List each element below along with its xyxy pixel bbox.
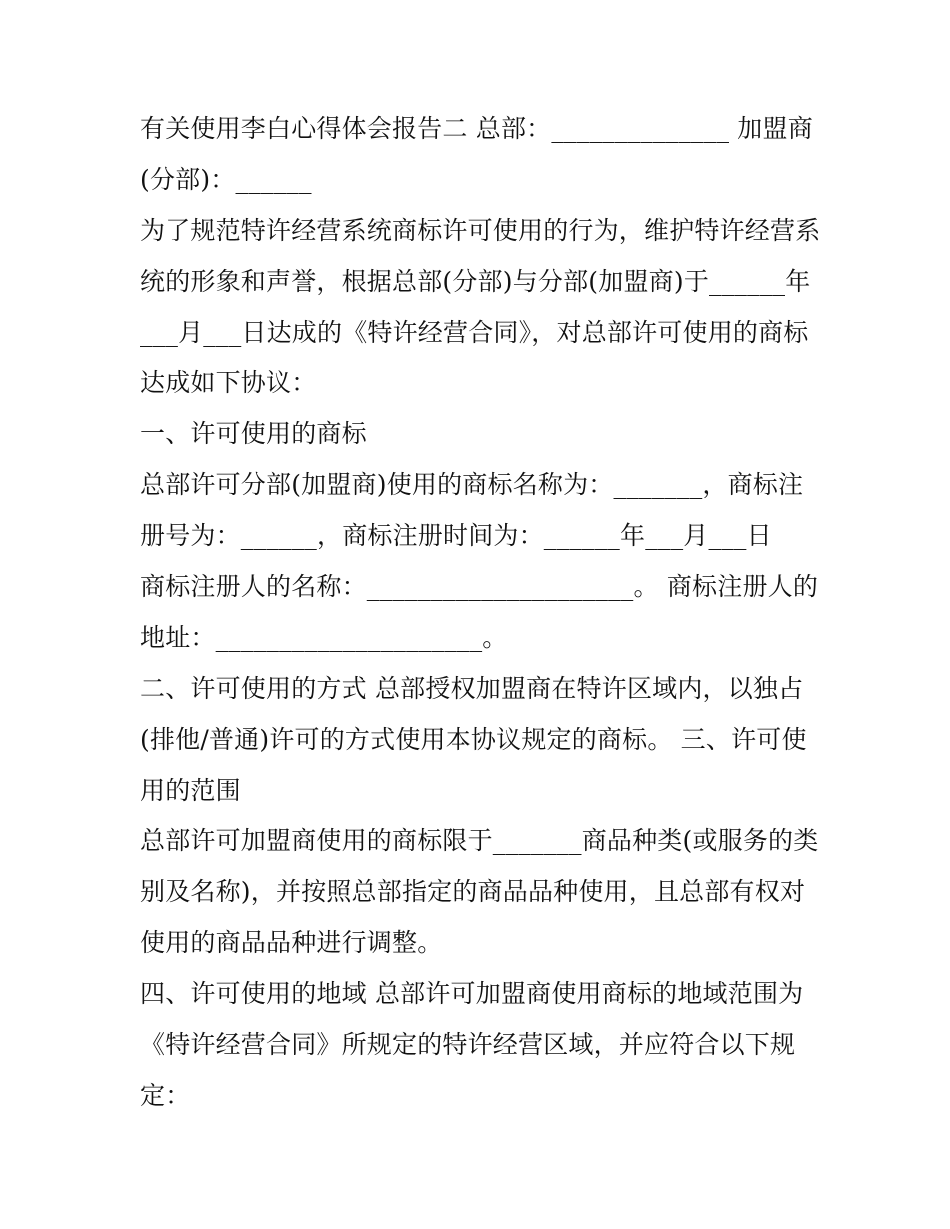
- text-line: 四、许可使用的地域 总部许可加盟商使用商标的地域范围为: [140, 979, 804, 1009]
- text-line: 用的范围: [140, 775, 241, 805]
- document-body: [140, 104, 820, 1122]
- text-line: 地址：_____________________。: [140, 622, 508, 652]
- text-line: 定：: [140, 1080, 191, 1110]
- text-line: 统的形象和声誉，根据总部(分部)与分部(加盟商)于______年: [140, 266, 811, 296]
- text-line: ___月___日达成的《特许经营合同》，对总部许可使用的商标: [140, 317, 809, 347]
- text-line: (排他/普通)许可的方式使用本协议规定的商标。 三、许可使: [140, 724, 807, 754]
- text-line: 二、许可使用的方式 总部授权加盟商在特许区域内，以独占: [140, 673, 804, 703]
- text-line: 总部许可加盟商使用的商标限于_______商品种类(或服务的类: [140, 826, 819, 856]
- text-line: 别及名称)，并按照总部指定的商品品种使用，且总部有权对: [140, 877, 806, 907]
- text-line: 有关使用李白心得体会报告二 总部：______________ 加盟商: [140, 114, 813, 143]
- text-line: 《特许经营合同》所规定的特许经营区域，并应符合以下规: [140, 1030, 796, 1060]
- text-line: 使用的商品品种进行调整。: [140, 928, 443, 958]
- section-heading: 一、许可使用的商标: [140, 419, 367, 449]
- text-line: 总部许可分部(加盟商)使用的商标名称为：_______，商标注: [140, 470, 804, 500]
- text-line: 达成如下协议：: [140, 368, 317, 398]
- text-line: 为了规范特许经营系统商标许可使用的行为，维护特许经营系: [140, 215, 821, 245]
- text-line: 册号为：______，商标注册时间为：______年___月___日: [140, 521, 772, 551]
- text-line: (分部)：______: [140, 164, 312, 194]
- text-line: 商标注册人的名称：_____________________。 商标注册人的: [140, 572, 819, 602]
